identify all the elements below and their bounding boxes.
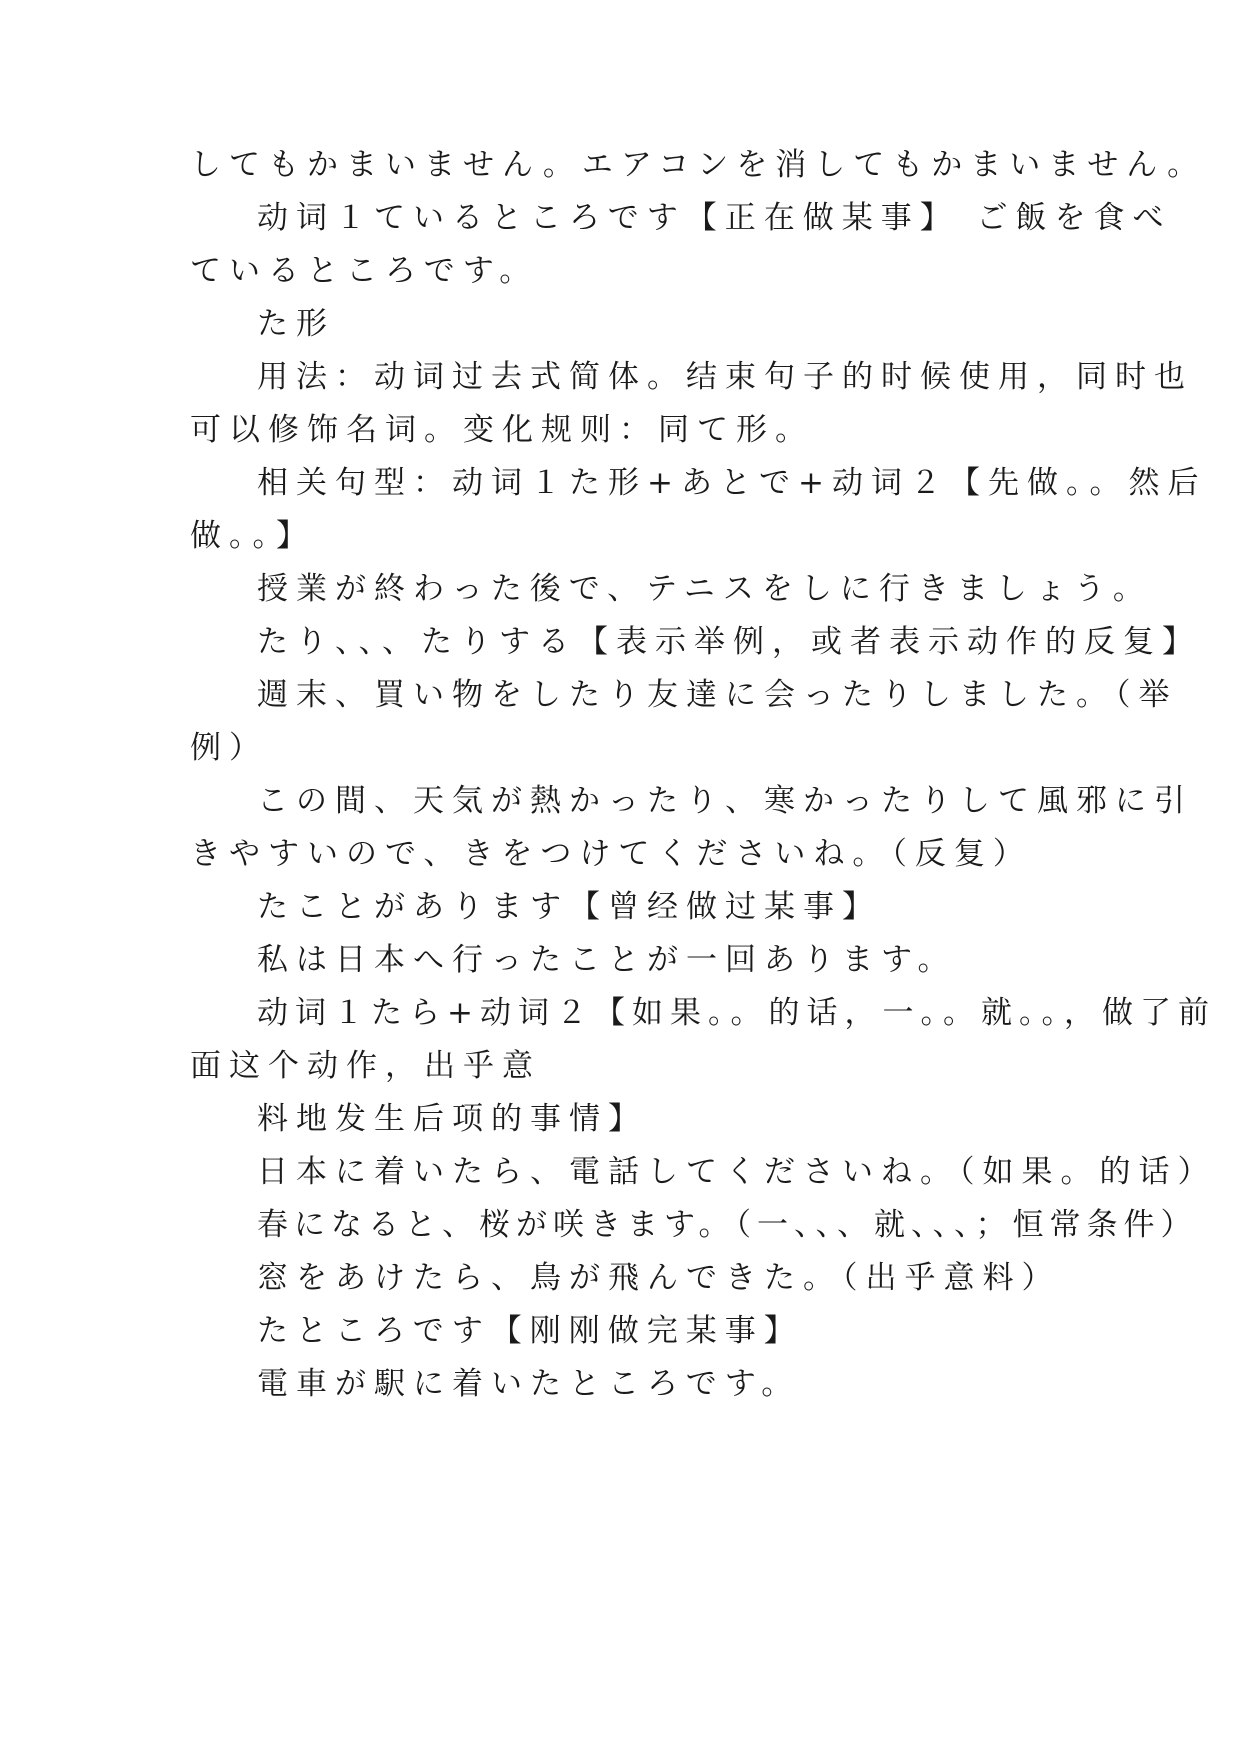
text-line: 动词１ているところです【正在做某事】 ご飯を食べ bbox=[257, 200, 1172, 236]
text-line: 例） bbox=[190, 730, 268, 766]
text-line: 週末、買い物をしたり友達に会ったりしました。（举 bbox=[257, 677, 1178, 713]
text-line: 窓をあけたら、鳥が飛んできた。（出乎意料） bbox=[257, 1260, 1061, 1296]
text-line: この間、天気が熱かったり、寒かったりして風邪に引 bbox=[257, 783, 1193, 819]
text-line: してもかまいません。エアコンを消してもかまいません。 bbox=[190, 147, 1207, 183]
text-line: た形 bbox=[257, 306, 335, 342]
text-line: 相关句型：动词１た形+あとで+动词２【先做。。然后 bbox=[257, 465, 1207, 501]
text-line: 料地发生后项的事情】 bbox=[257, 1101, 647, 1137]
text-line: 春になると、桜が咲きます。（一、、、就、、、；恒常条件） bbox=[257, 1207, 1198, 1243]
text-line: きやすいので、きをつけてくださいね。（反复） bbox=[190, 836, 1032, 872]
text-line: 动词１たら+动词２【如果。。的话，一。。就。。，做了前 bbox=[257, 995, 1216, 1031]
text-line: 授業が終わった後で、テニスをしに行きましょう。 bbox=[257, 571, 1152, 607]
text-line: 日本に着いたら、電話してくださいね。（如果。的话） bbox=[257, 1154, 1217, 1190]
text-line: たところです【刚刚做完某事】 bbox=[257, 1313, 803, 1349]
text-line: 私は日本へ行ったことが一回あります。 bbox=[257, 942, 957, 978]
text-line: 面这个动作，出乎意 bbox=[190, 1048, 541, 1084]
text-line: たり、、、たりする【表示举例，或者表示动作的反复】 bbox=[257, 624, 1201, 660]
text-line: 可以修饰名词。变化规则：同て形。 bbox=[190, 412, 814, 448]
text-line: 做。。】 bbox=[190, 518, 315, 554]
text-line: 用法：动词过去式简体。结束句子的时候使用，同时也 bbox=[257, 359, 1193, 395]
text-line: ているところです。 bbox=[190, 253, 539, 289]
text-line: 電車が駅に着いたところです。 bbox=[257, 1366, 801, 1402]
text-line: たことがあります【曾经做过某事】 bbox=[257, 889, 881, 925]
